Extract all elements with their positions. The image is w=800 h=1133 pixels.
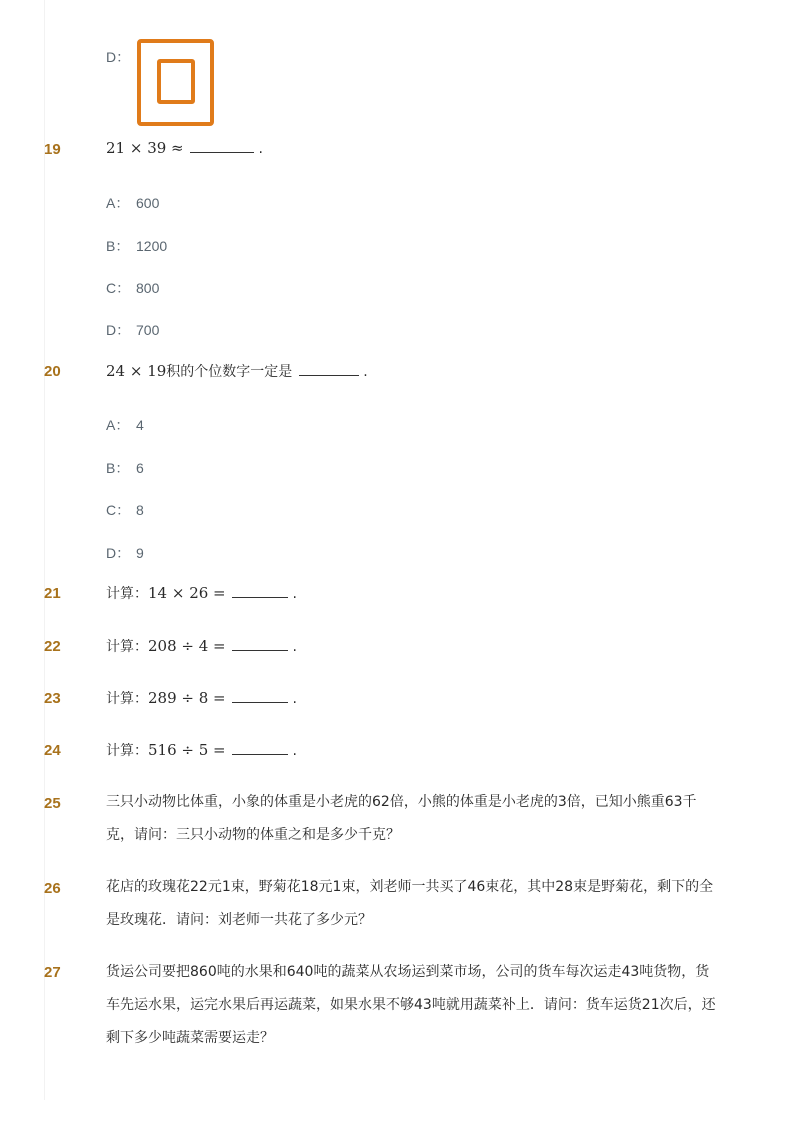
stem-prefix: 计算： <box>106 639 148 655</box>
question-19-stem <box>106 139 263 157</box>
page-margin-rule <box>44 0 45 1100</box>
question-number-24: 24 <box>44 742 61 759</box>
question-number-21: 21 <box>44 585 61 602</box>
q18-choice-d[interactable] <box>106 47 136 67</box>
answer-blank[interactable] <box>299 363 359 376</box>
question-22-stem <box>106 636 297 656</box>
nested-squares-figure <box>137 39 214 126</box>
math-expression: 208 ÷ 4 = <box>148 637 226 655</box>
stem-tail: . <box>258 141 263 157</box>
choice-value: 600 <box>136 195 160 211</box>
answer-blank[interactable] <box>190 140 254 153</box>
answer-blank[interactable] <box>232 585 288 598</box>
q20-choice-a[interactable] <box>106 415 144 435</box>
choice-label: C： <box>106 502 131 518</box>
choice-value: 8 <box>136 502 144 518</box>
stem-prefix: 计算： <box>106 743 148 759</box>
stem-tail: . <box>292 691 297 707</box>
q19-choice-d[interactable] <box>106 320 159 340</box>
q19-choice-c[interactable] <box>106 278 159 298</box>
question-number-20: 20 <box>44 363 61 380</box>
choice-label: A： <box>106 195 130 211</box>
choice-value: 9 <box>136 545 144 561</box>
choice-value: 700 <box>136 322 160 338</box>
choice-label: D： <box>106 545 131 561</box>
q20-choice-c[interactable] <box>106 500 144 520</box>
choice-label: C： <box>106 280 131 296</box>
choice-label: D： <box>106 49 131 65</box>
math-expression: 289 ÷ 8 = <box>148 689 226 707</box>
question-number-19: 19 <box>44 141 61 158</box>
choice-label: D： <box>106 322 131 338</box>
stem-tail: . <box>363 364 368 380</box>
stem-tail: . <box>292 586 297 602</box>
question-number-22: 22 <box>44 638 61 655</box>
answer-blank[interactable] <box>232 742 288 755</box>
stem-tail: . <box>292 743 297 759</box>
stem-tail: . <box>292 639 297 655</box>
answer-blank[interactable] <box>232 638 288 651</box>
choice-value: 4 <box>136 417 144 433</box>
math-expression: 21 × 39 ≈ <box>106 139 184 157</box>
q19-choice-a[interactable] <box>106 193 159 213</box>
math-expression: 516 ÷ 5 = <box>148 741 226 759</box>
question-26-text: 花店的玫瑰花22元1束，野菊花18元1束，刘老师一共买了46束花，其中28束是野菊花，剩下的全是玫瑰花．请问：刘老师一共花了多少元？ <box>106 879 714 928</box>
choice-label: A： <box>106 417 130 433</box>
q20-choice-d[interactable] <box>106 543 144 563</box>
stem-text: 积的个位数字一定是 <box>166 364 293 380</box>
choice-label: B： <box>106 460 130 476</box>
choice-value: 800 <box>136 280 160 296</box>
question-23-stem <box>106 688 297 708</box>
inner-square <box>157 59 195 104</box>
q20-choice-b[interactable] <box>106 458 144 478</box>
question-21-stem <box>106 583 297 603</box>
stem-prefix: 计算： <box>106 586 148 602</box>
stem-prefix: 计算： <box>106 691 148 707</box>
question-number-26: 26 <box>44 880 61 897</box>
choice-value: 1200 <box>136 238 168 254</box>
math-expression: 14 × 26 = <box>148 584 226 602</box>
q19-choice-b[interactable] <box>106 236 167 256</box>
choice-value: 6 <box>136 460 144 476</box>
question-24-stem <box>106 740 297 760</box>
question-20-stem <box>106 361 368 381</box>
question-27-text: 货运公司要把860吨的水果和640吨的蔬菜从农场运到菜市场，公司的货车每次运走43吨货物，货车先运水果，运完水果后再运蔬菜，如果水果不够43吨就用蔬菜补上．请问：货车运货21次后，还剩下多少吨蔬菜需要运走？ <box>106 964 716 1046</box>
question-number-23: 23 <box>44 690 61 707</box>
math-expression: 24 × 19 <box>106 362 167 380</box>
choice-label: B： <box>106 238 130 254</box>
question-number-25: 25 <box>44 795 61 812</box>
answer-blank[interactable] <box>232 690 288 703</box>
question-number-27: 27 <box>44 964 61 981</box>
question-25-text: 三只小动物比体重，小象的体重是小老虎的62倍，小熊的体重是小老虎的3倍，已知小熊重63千克，请问：三只小动物的体重之和是多少千克？ <box>106 794 697 843</box>
